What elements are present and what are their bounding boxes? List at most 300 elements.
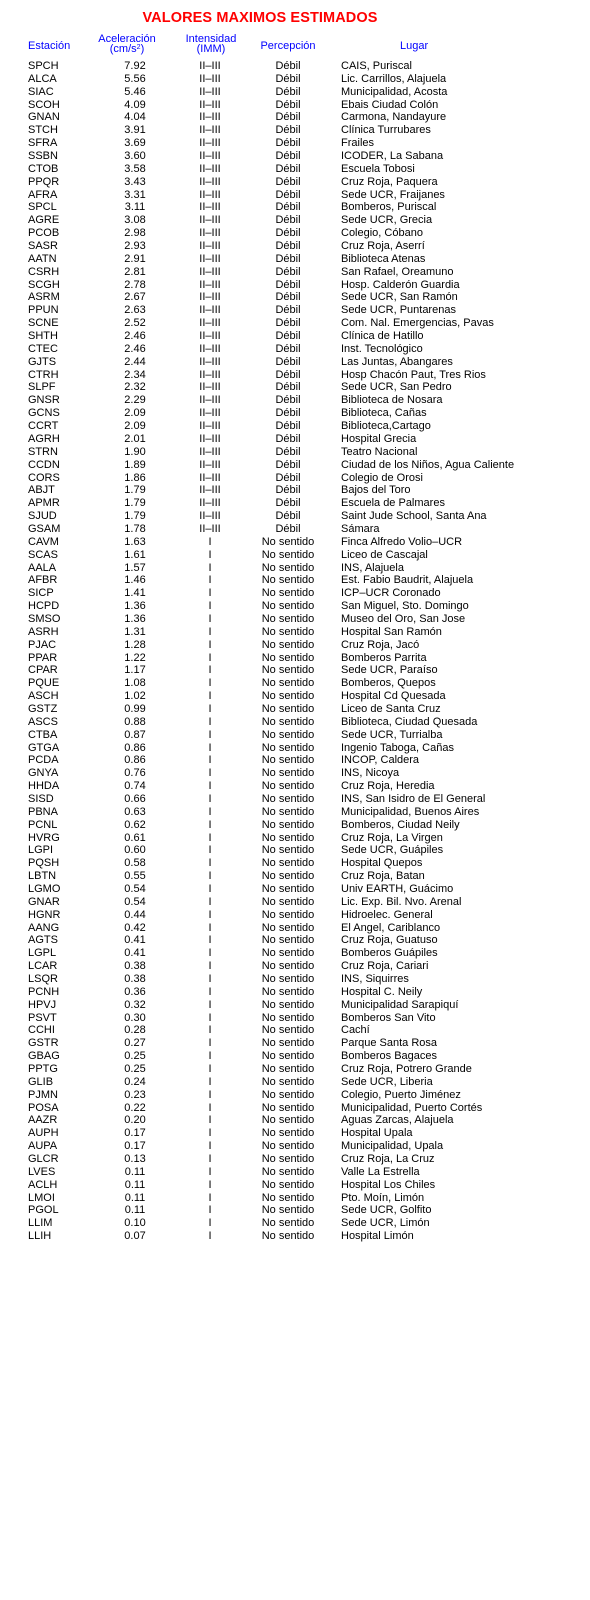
intensity-value: I [208,767,212,780]
perception-value: No sentido [261,947,315,960]
acceleration-value: 0.07 [124,1230,146,1243]
station-code: GNAN [28,111,60,124]
acceleration-value: 0.76 [124,767,146,780]
perception-value: No sentido [261,690,315,703]
location-name: Clínica Turrubares [341,124,431,137]
location-name: Hospital Cd Quesada [341,690,446,703]
table-row [0,1063,590,1076]
table-row [0,1127,590,1140]
station-code: CCHI [28,1024,55,1037]
station-code: CTEC [28,342,58,355]
intensity-value: II–III [199,510,221,523]
perception-value: No sentido [261,1024,315,1037]
table-row [0,433,590,446]
station-code: HPVJ [28,998,57,1011]
acceleration-value: 1.90 [124,445,146,458]
acceleration-value: 3.08 [124,214,146,227]
location-name: INS, Siquirres [341,973,409,986]
acceleration-value: 0.11 [124,1204,146,1217]
intensity-value: II–III [199,201,221,214]
acceleration-value: 0.17 [124,1140,146,1153]
location-name: Bomberos, Puriscal [341,201,437,214]
station-code: GSAM [28,522,61,535]
table-row [0,1230,590,1243]
acceleration-value: 4.09 [124,98,146,111]
station-code: PSVT [28,1011,57,1024]
table-row [0,549,590,562]
table-row [0,1012,590,1025]
table-row [0,99,590,112]
perception-value: No sentido [261,767,315,780]
perception-value: No sentido [261,651,315,664]
location-name: Bomberos Parrita [341,651,427,664]
location-name: Teatro Nacional [341,445,418,458]
location-name: Escuela de Palmares [341,497,445,510]
table-row [0,652,590,665]
station-code: LGPI [28,844,54,857]
station-code: AGRE [28,214,60,227]
intensity-value: I [208,625,212,638]
station-code: LBTN [28,870,57,883]
station-code: ALCA [28,72,57,85]
acceleration-value: 0.41 [124,947,146,960]
perception-value: No sentido [261,587,315,600]
intensity-value: I [208,1063,212,1076]
location-name: Bomberos Guápiles [341,947,438,960]
perception-value: Débil [275,175,301,188]
station-code: LLIH [28,1230,52,1243]
table-row [0,1217,590,1230]
acceleration-value: 0.36 [124,985,146,998]
location-name: Ingenio Taboga, Cañas [341,741,454,754]
location-name: Cruz Roja, Aserrí [341,240,425,253]
perception-value: Débil [275,355,301,368]
station-code: CSRH [28,265,60,278]
intensity-value: I [208,908,212,921]
station-code: PPUN [28,304,59,317]
acceleration-value: 0.20 [124,1114,146,1127]
station-code: SPCL [28,201,57,214]
intensity-value: II–III [199,214,221,227]
table-row [0,1192,590,1205]
station-code: SLPF [28,381,56,394]
location-name: CAIS, Puriscal [341,60,412,72]
acceleration-value: 0.17 [124,1127,146,1140]
location-name: Hospital Quepos [341,857,423,870]
location-name: Cruz Roja, Heredia [341,780,435,793]
table-row [0,922,590,935]
perception-value: No sentido [261,1114,315,1127]
intensity-value: II–III [199,188,221,201]
intensity-value: I [208,600,212,613]
station-code: GNYA [28,767,59,780]
table-row [0,703,590,716]
perception-value: No sentido [261,1140,315,1153]
acceleration-value: 0.63 [124,805,146,818]
location-name: Hospital Los Chiles [341,1178,436,1191]
location-name: Hospital Grecia [341,432,417,445]
perception-value: No sentido [261,1127,315,1140]
table-row [0,973,590,986]
intensity-value: I [208,664,212,677]
table-row [0,664,590,677]
perception-value: Débil [275,484,301,497]
table-row [0,870,590,883]
table-row [0,626,590,639]
header-percepcion: Percepción [260,40,316,52]
table-row [0,1089,590,1102]
intensity-value: II–III [199,497,221,510]
perception-value: No sentido [261,677,315,690]
station-code: AGRH [28,432,60,445]
station-code: LMOI [28,1191,55,1204]
table-row [0,1166,590,1179]
intensity-value: I [208,587,212,600]
table-row [0,1140,590,1153]
station-code: AUPA [28,1140,58,1153]
intensity-value: II–III [199,98,221,111]
acceleration-value: 0.55 [124,870,146,883]
acceleration-value: 1.79 [124,510,146,523]
intensity-value: I [208,960,212,973]
station-code: PPAR [28,651,58,664]
station-code: SIAC [28,85,54,98]
intensity-value: II–III [199,458,221,471]
intensity-value: II–III [199,137,221,150]
location-name: Cruz Roja, Paquera [341,175,438,188]
station-code: SHTH [28,330,58,343]
acceleration-value: 2.01 [124,432,146,445]
perception-value: No sentido [261,960,315,973]
intensity-value: I [208,818,212,831]
station-code: AFBR [28,574,58,587]
table-row [0,1153,590,1166]
acceleration-value: 3.31 [124,188,146,201]
intensity-value: II–III [199,240,221,253]
perception-value: No sentido [261,600,315,613]
station-code: PBNA [28,805,58,818]
acceleration-value: 2.46 [124,342,146,355]
table-row [0,189,590,202]
intensity-value: I [208,1204,212,1217]
perception-value: Débil [275,304,301,317]
acceleration-value: 0.38 [124,960,146,973]
table-row [0,536,590,549]
intensity-value: II–III [199,291,221,304]
location-name: INS, San Isidro de El General [341,792,486,805]
table-row [0,832,590,845]
location-name: San Miguel, Sto. Domingo [341,600,469,613]
acceleration-value: 0.28 [124,1024,146,1037]
table-row [0,1179,590,1192]
table-row [0,266,590,279]
station-code: SCGH [28,278,60,291]
location-name: Saint Jude School, Santa Ana [341,510,487,523]
acceleration-value: 0.86 [124,741,146,754]
acceleration-value: 5.56 [124,72,146,85]
perception-value: No sentido [261,561,315,574]
intensity-value: I [208,741,212,754]
acceleration-value: 2.44 [124,355,146,368]
table-row [0,111,590,124]
intensity-value: I [208,612,212,625]
perception-value: No sentido [261,612,315,625]
perception-value: Débil [275,252,301,265]
location-name: Sede UCR, Turrialba [341,728,443,741]
table-row [0,381,590,394]
location-name: Parque Santa Rosa [341,1037,438,1050]
station-code: LGPL [28,947,57,960]
station-code: APMR [28,497,60,510]
station-code: ASRM [28,291,60,304]
perception-value: No sentido [261,548,315,561]
intensity-value: I [208,1114,212,1127]
perception-value: Débil [275,150,301,163]
intensity-value: I [208,1037,212,1050]
station-code: STRN [28,445,58,458]
station-code: CCDN [28,458,60,471]
station-code: PJAC [28,638,57,651]
header-aceleracion [88,34,166,54]
location-name: Sede UCR, Golfito [341,1204,432,1217]
perception-value: No sentido [261,664,315,677]
intensity-value: II–III [199,432,221,445]
location-name: Municipalidad, Buenos Aires [341,805,480,818]
location-name: Hidroelec. General [341,908,433,921]
perception-value: Débil [275,330,301,343]
intensity-value: I [208,780,212,793]
acceleration-value: 0.86 [124,754,146,767]
perception-value: Débil [275,471,301,484]
table-row [0,240,590,253]
perception-value: No sentido [261,1191,315,1204]
station-code: GBAG [28,1050,60,1063]
station-code: GSTZ [28,702,58,715]
intensity-value: I [208,574,212,587]
location-name: Bomberos, Quepos [341,677,436,690]
station-code: CCRT [28,420,59,433]
table-row [0,484,590,497]
intensity-value: I [208,792,212,805]
acceleration-value: 0.41 [124,934,146,947]
table-row [0,729,590,742]
table-row [0,767,590,780]
acceleration-value: 2.78 [124,278,146,291]
station-code: ASCH [28,690,59,703]
location-name: INS, Alajuela [341,561,404,574]
table-row [0,472,590,485]
table-header [0,34,590,58]
table-row [0,317,590,330]
location-name: INCOP, Caldera [341,754,420,767]
perception-value: No sentido [261,844,315,857]
table-row [0,909,590,922]
location-name: Clínica de Hatillo [341,330,424,343]
intensity-value: II–III [199,330,221,343]
table-row [0,960,590,973]
acceleration-value: 0.38 [124,973,146,986]
station-code: CTBA [28,728,58,741]
acceleration-value: 0.23 [124,1088,146,1101]
station-code: GJTS [28,355,57,368]
perception-value: Débil [275,124,301,137]
acceleration-value: 0.25 [124,1050,146,1063]
acceleration-value: 0.11 [124,1165,146,1178]
acceleration-value: 0.44 [124,908,146,921]
acceleration-value: 0.66 [124,792,146,805]
intensity-value: II–III [199,111,221,124]
acceleration-value: 1.46 [124,574,146,587]
location-name: Lic. Carrillos, Alajuela [341,72,447,85]
location-name: Ciudad de los Niños, Agua Caliente [341,458,515,471]
intensity-value: I [208,870,212,883]
intensity-value: I [208,1024,212,1037]
acceleration-value: 0.87 [124,728,146,741]
station-code: PJMN [28,1088,58,1101]
table-row [0,227,590,240]
station-code: LVES [28,1165,56,1178]
intensity-value: II–III [199,484,221,497]
location-name: Hospital Limón [341,1230,414,1243]
table-row [0,137,590,150]
table-row [0,1076,590,1089]
perception-value: No sentido [261,1050,315,1063]
table-row [0,947,590,960]
table-row [0,819,590,832]
intensity-value: II–III [199,227,221,240]
station-code: ASCS [28,715,58,728]
intensity-value: I [208,831,212,844]
header-intensidad-unit: (IMM) [196,43,226,55]
acceleration-value: 0.62 [124,818,146,831]
location-name: Biblioteca de Nosara [341,394,443,407]
intensity-value: II–III [199,150,221,163]
perception-value: Débil [275,291,301,304]
acceleration-value: 3.69 [124,137,146,150]
intensity-value: I [208,805,212,818]
table-row [0,124,590,137]
location-name: Colegio de Orosi [341,471,423,484]
acceleration-value: 1.31 [124,625,146,638]
intensity-value: I [208,535,212,548]
intensity-value: II–III [199,85,221,98]
table-row [0,150,590,163]
station-code: SJUD [28,510,57,523]
perception-value: Débil [275,522,301,535]
acceleration-value: 3.11 [124,201,146,214]
table-row [0,857,590,870]
perception-value: Débil [275,98,301,111]
intensity-value: II–III [199,265,221,278]
station-code: GLIB [28,1075,54,1088]
header-estacion: Estación [28,40,71,52]
location-name: El Angel, Cariblanco [341,921,441,934]
acceleration-value: 0.13 [124,1153,146,1166]
perception-value: Débil [275,85,301,98]
intensity-value: I [208,1101,212,1114]
location-name: Sede UCR, San Pedro [341,381,452,394]
header-aceleracion-unit: $(cm/s^2)$ [109,43,145,55]
location-name: Sede UCR, Guápiles [341,844,444,857]
intensity-value: I [208,702,212,715]
station-code: PCOB [28,227,60,240]
intensity-value: II–III [199,317,221,330]
perception-value: Débil [275,317,301,330]
location-name: Hospital C. Neily [341,985,423,998]
location-name: Sede UCR, Fraijanes [341,188,445,201]
perception-value: Débil [275,162,301,175]
table-row [0,600,590,613]
acceleration-value: 0.42 [124,921,146,934]
intensity-value: I [208,1178,212,1191]
acceleration-value: 0.58 [124,857,146,870]
intensity-value: I [208,973,212,986]
location-name: Municipalidad, Upala [341,1140,444,1153]
intensity-value: II–III [199,72,221,85]
location-name: ICP–UCR Coronado [341,587,441,600]
location-name: Cruz Roja, La Cruz [341,1153,435,1166]
intensity-value: I [208,1050,212,1063]
table-row [0,497,590,510]
table-row [0,253,590,266]
location-name: Municipalidad, Puerto Cortés [341,1101,483,1114]
intensity-value: I [208,1217,212,1230]
station-code: CPAR [28,664,58,677]
station-code: AGTS [28,934,58,947]
location-name: Frailes [341,137,375,150]
station-code: LSQR [28,973,58,986]
perception-value: Débil [275,214,301,227]
perception-value: No sentido [261,574,315,587]
station-code: PQSH [28,857,60,870]
acceleration-value: 0.74 [124,780,146,793]
table-row [0,999,590,1012]
location-name: Est. Fabio Baudrit, Alajuela [341,574,474,587]
acceleration-value: 0.88 [124,715,146,728]
table-row [0,574,590,587]
header-lugar: Lugar [400,40,429,52]
intensity-value: I [208,1127,212,1140]
perception-value: Débil [275,394,301,407]
location-name: Hospital Upala [341,1127,413,1140]
intensity-value: I [208,1140,212,1153]
acceleration-value: 0.27 [124,1037,146,1050]
location-name: Cachí [341,1024,370,1037]
location-name: Univ EARTH, Guácimo [341,883,454,895]
acceleration-value: 0.22 [124,1101,146,1114]
location-name: San Rafael, Oreamuno [341,265,454,278]
page-title: VALORES MAXIMOS ESTIMADOS [142,10,378,26]
location-name: Hosp Chacón Paut, Tres Rios [341,368,486,381]
station-code: AFRA [28,188,58,201]
table-row [0,510,590,523]
location-name: Sede UCR, Puntarenas [341,304,456,317]
perception-value: No sentido [261,625,315,638]
location-name: Carmona, Nandayure [341,111,447,124]
station-code: GSTR [28,1037,59,1050]
location-name: Bomberos, Ciudad Neily [341,818,460,831]
table-row [0,562,590,575]
perception-value: Débil [275,458,301,471]
station-code: HCPD [28,600,60,613]
station-code: AUPH [28,1127,59,1140]
intensity-value: II–III [199,407,221,420]
perception-value: Débil [275,278,301,291]
perception-value: Débil [275,381,301,394]
perception-value: Débil [275,445,301,458]
perception-value: Débil [275,497,301,510]
acceleration-value: 0.54 [124,895,146,908]
